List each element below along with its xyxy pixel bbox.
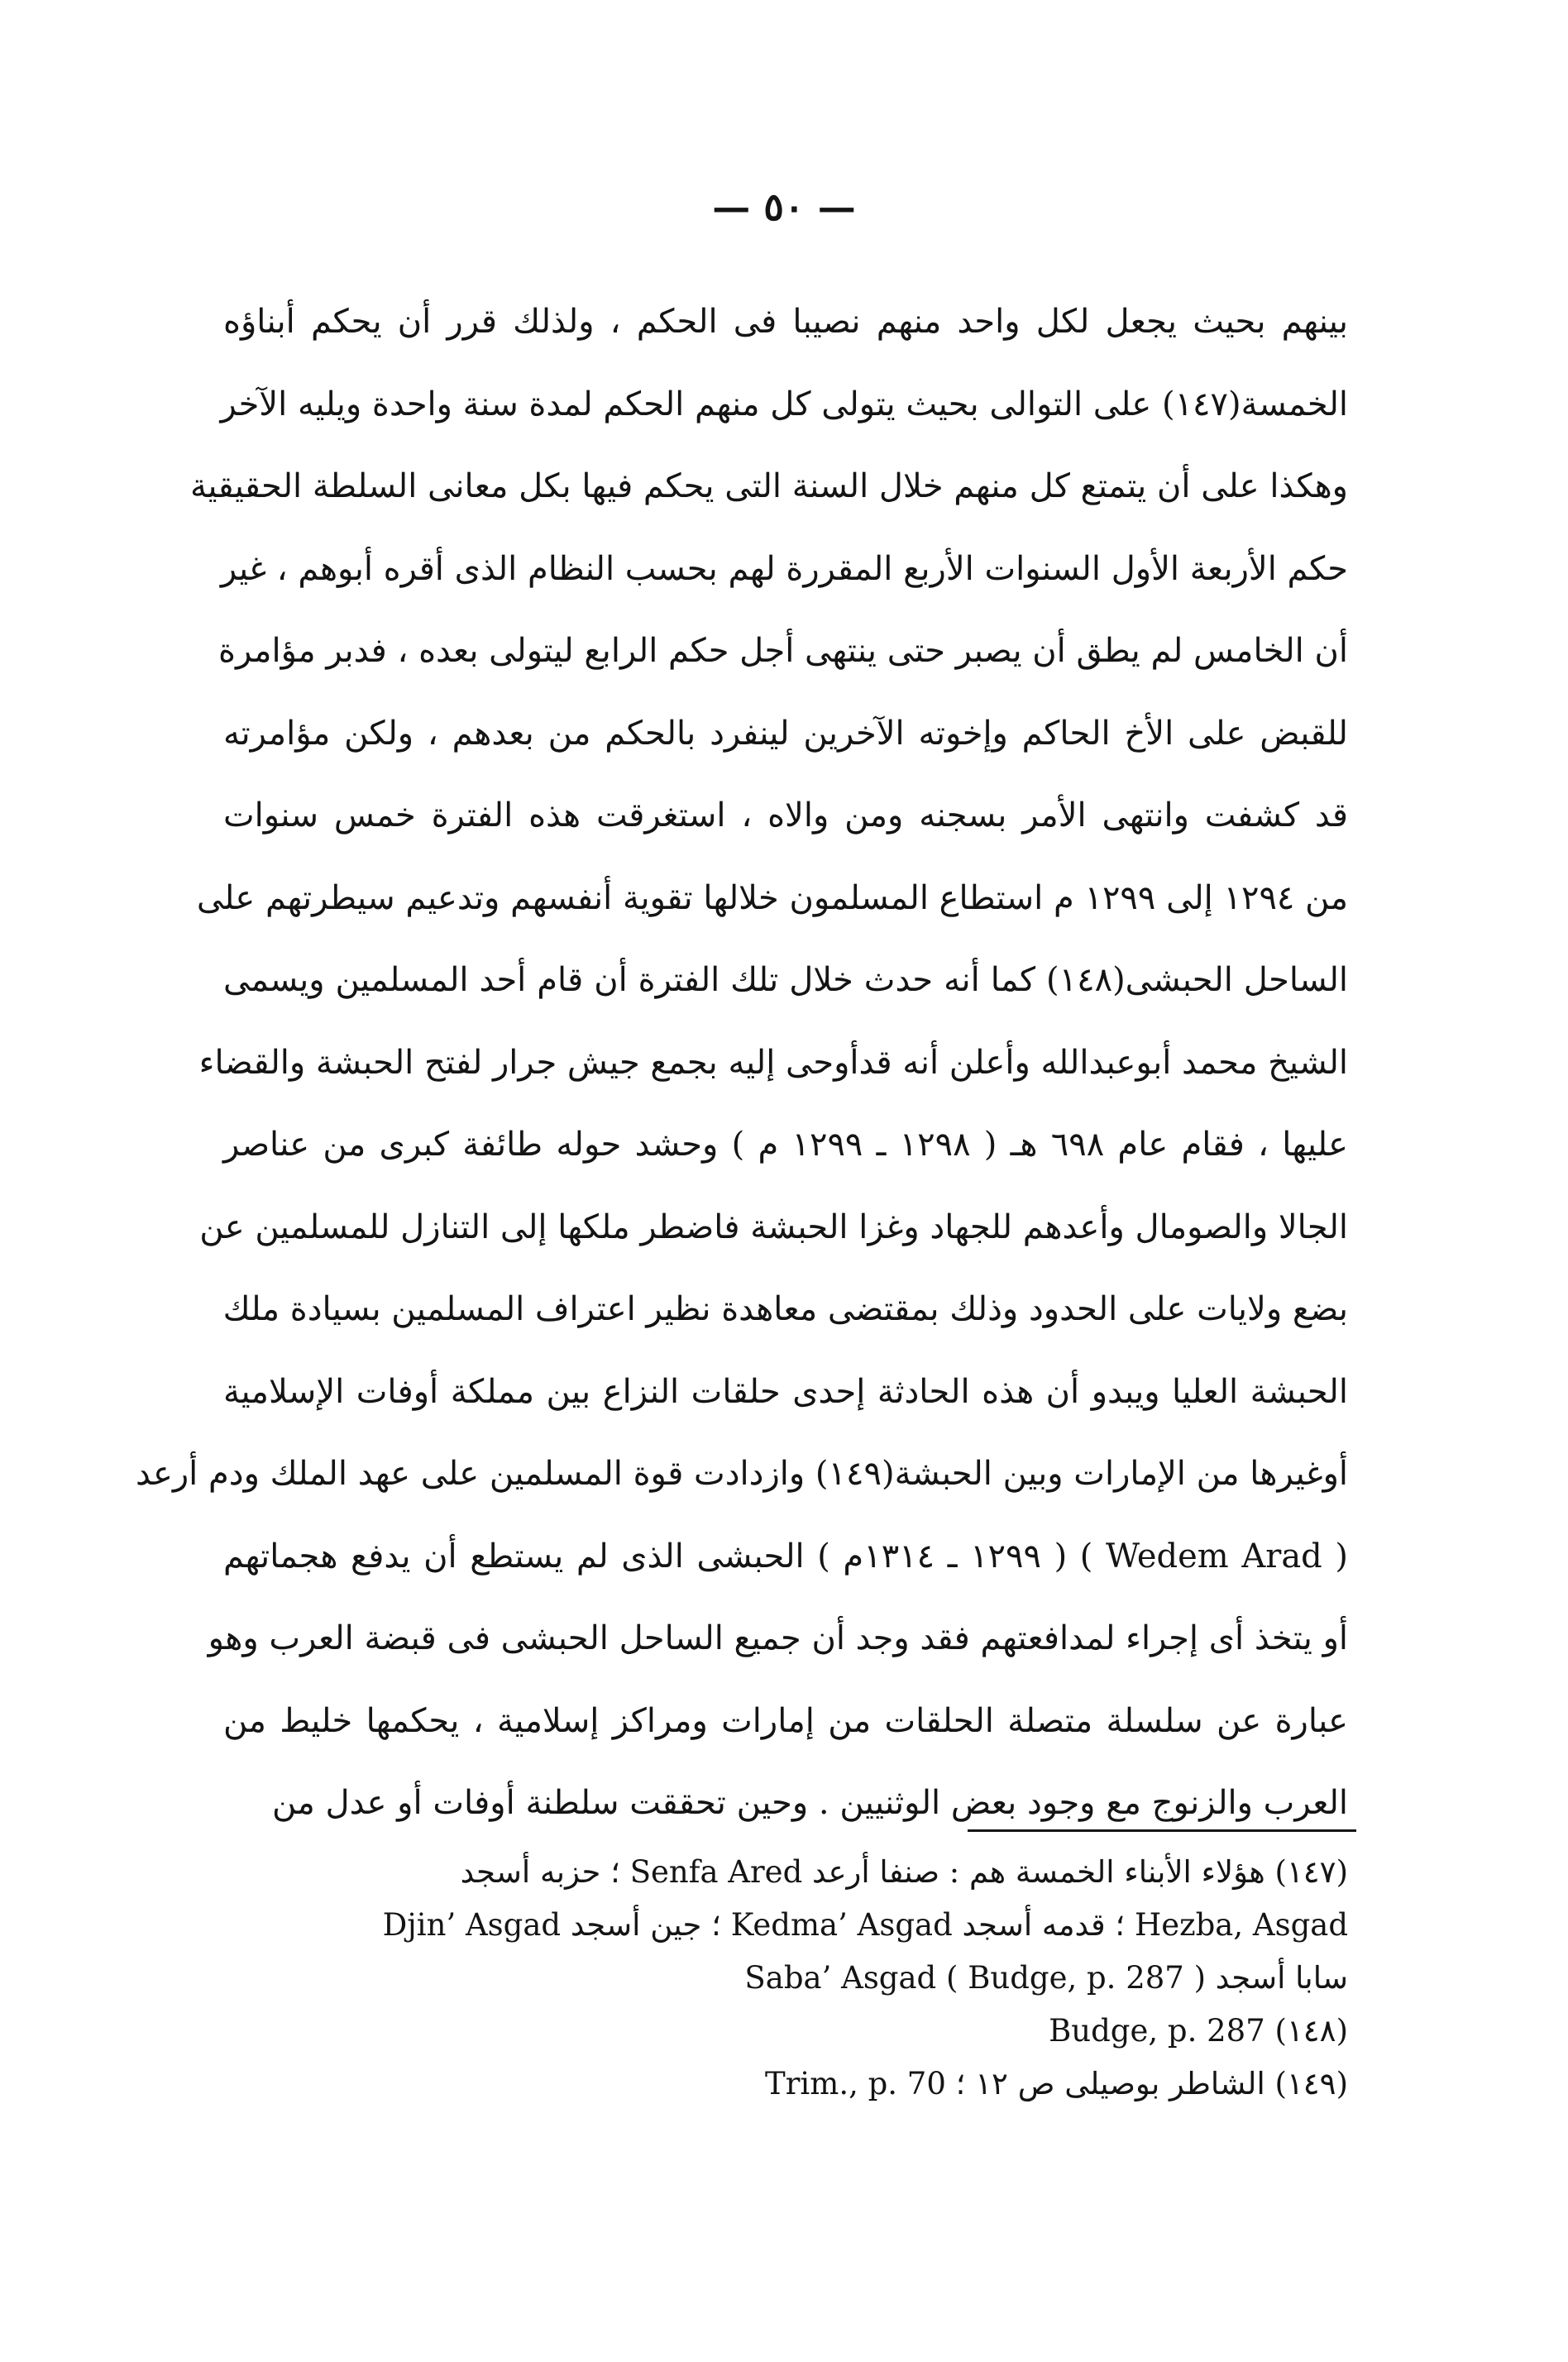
text-line: من ١٢٩٤ إلى ١٢٩٩ م استطاع المسلمون خلالها تقوية أنفسهم وتدعيم سيطرتهم على [196, 878, 1348, 917]
footnote-line: (١٤٩) الشاطر بوصيلى ص ١٢ ؛ Trim., p. 70 [765, 2066, 1348, 2101]
footnote-line: سابا أسجد Saba’ Asgad ( Budge, p. 287 ) [744, 1960, 1348, 1996]
text-line: العرب والزنوج مع وجود بعض الوثنيين . وحين تحققت سلطنة أوفات أو عدل من [271, 1784, 1348, 1822]
footnote-divider [968, 1829, 1356, 1832]
text-line: ( Wedem Arad ) ( ١٢٩٩ ـ ١٣١٤م ) الحبشى الذى لم يستطع أن يدفع هجماتهم [223, 1537, 1348, 1575]
text-line: الخمسة(١٤٧) على التوالى بحيث يتولى كل منهم الحكم لمدة سنة واحدة ويليه الآخر [220, 385, 1348, 423]
text-line: عليها ، فقام عام ٦٩٨ هـ ( ١٢٩٨ ـ ١٢٩٩ م ) وحشد حوله طائفة كبرى من عناصر [223, 1126, 1349, 1164]
text-line: أو يتخذ أى إجراء لمدافعتهم فقد وجد أن جميع الساحل الحبشى فى قبضة العرب وهو [208, 1619, 1348, 1657]
text-line: أوغيرها من الإمارات وبين الحبشة(١٤٩) وازدادت قوة المسلمين على عهد الملك ودم أرعد [135, 1455, 1348, 1493]
footnote-line: (١٤٧) هؤلاء الأبناء الخمسة هم : صنفا أرعد Senfa Ared ؛ حزبه أسجد [460, 1854, 1348, 1890]
text-line: بضع ولايات على الحدود وذلك بمقتضى معاهدة نظير اعتراف المسلمين بسيادة ملك [222, 1290, 1348, 1328]
text-line: أن الخامس لم يطق أن يصبر حتى ينتهى أجل حكم الرابع ليتولى بعده ، فدبر مؤامرة [218, 632, 1348, 670]
text-line: الشيخ محمد أبوعبدالله وأعلن أنه قدأوحى إليه بجمع جيش جرار لفتح الحبشة والقضاء [198, 1043, 1348, 1082]
text-line: عبارة عن سلسلة متصلة الحلقات من إمارات ومراكز إسلامية ، يحكمها خليط من [223, 1701, 1348, 1740]
footnotes [223, 1846, 1348, 2111]
text-line: حكم الأربعة الأول السنوات الأربع المقررة لهم بحسب النظام الذى أقره أبوهم ، غير [220, 549, 1348, 588]
text-line: للقبض على الأخ الحاكم وإخوته الآخرين لينفرد بالحكم من بعدهم ، ولكن مؤامرته [223, 714, 1348, 753]
body-text [135, 281, 1349, 1845]
text-line: الجالا والصومال وأعدهم للجهاد وغزا الحبشة فاضطر ملكها إلى التنازل للمسلمين عن [199, 1207, 1348, 1246]
text-line: بينهم بحيث يجعل لكل واحد منهم نصيبا فى الحكم ، ولذلك قرر أن يحكم أبناؤه [223, 303, 1348, 341]
text-line: وهكذا على أن يتمتع كل منهم خلال السنة التى يحكم فيها بكل معانى السلطة الحقيقية [189, 467, 1348, 505]
text-line: الحبشة العليا ويبدو أن هذه الحادثة إحدى حلقات النزاع بين مملكة أوفات الإسلامية [223, 1372, 1348, 1411]
footnote-line: (١٤٨) Budge, p. 287 [1049, 2013, 1348, 2049]
text-line: الساحل الحبشى(١٤٨) كما أنه حدث خلال تلك الفترة أن قام أحد المسلمين ويسمى [223, 961, 1349, 999]
text-line: قد كشفت وانتهى الأمر بسجنه ومن والاه ، استغرقت هذه الفترة خمس سنوات [223, 796, 1348, 834]
footnote-line: Hezba, Asgad ؛ قدمه أسجد Kedma’ Asgad ؛ جين أسجد Djin’ Asgad [382, 1907, 1348, 1943]
page-number: — ٥٠ — [712, 184, 856, 229]
